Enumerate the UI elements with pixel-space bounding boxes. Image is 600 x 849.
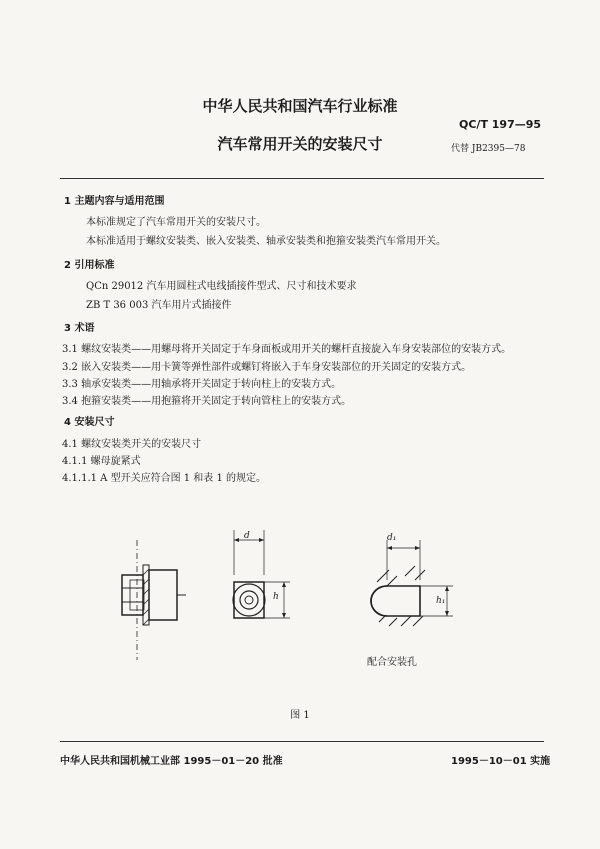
term-3-3: 3.3 轴承安装类——用轴承将开关固定于转向柱上的安装方式。 — [62, 379, 342, 390]
section-1-para-2: 本标准适用于螺纹安装类、嵌入安装类、轴承安装类和抱箍安装类汽车常用开关。 — [86, 236, 446, 247]
replaces-standard: 代替 JB2395—78 — [451, 144, 526, 154]
term-3-1: 3.1 螺纹安装类——用螺母将开关固定于车身面板或用开关的螺杆直接旋入车身安装部位的安装方式。 — [62, 344, 512, 355]
switch-thread-view-drawing — [222, 530, 302, 650]
document-title: 汽车常用开关的安装尺寸 — [217, 135, 383, 153]
mounting-hole-drawing — [375, 530, 465, 650]
section-3-heading: 3 术语 — [64, 323, 95, 334]
term-3-4: 3.4 抱箍安装类——用抱箍将开关固定于转向管柱上的安装方式。 — [62, 396, 352, 407]
reference-2: ZB T 36 003 汽车用片式插接件 — [86, 300, 232, 311]
footer-divider — [60, 741, 544, 742]
implementation-date: 1995－10－01 实施 — [451, 756, 551, 767]
header-divider — [60, 178, 544, 179]
term-3-2: 3.2 嵌入安装类——用卡簧等弹性部件或螺钉将嵌入于车身安装部位的开关固定的安装方式。 — [62, 362, 472, 373]
section-1-para-1: 本标准规定了汽车常用开关的安装尺寸。 — [86, 217, 266, 228]
dimension-label-d: d — [244, 531, 250, 541]
approval-line: 中华人民共和国机械工业部 1995－01－20 批准 — [60, 756, 283, 767]
standard-organization: 中华人民共和国汽车行业标准 — [202, 97, 398, 115]
mounting-hole-caption: 配合安装孔 — [367, 657, 417, 668]
section-1-heading: 1 主题内容与适用范围 — [64, 196, 165, 207]
section-4-1-1-1: 4.1.1.1 A 型开关应符合图 1 和表 1 的规定。 — [62, 473, 267, 484]
switch-side-view-drawing — [110, 540, 190, 660]
section-2-heading: 2 引用标准 — [64, 260, 115, 271]
section-4-heading: 4 安装尺寸 — [64, 417, 115, 428]
dimension-label-h1: h₁ — [436, 596, 446, 606]
dimension-label-d1: d₁ — [387, 533, 397, 543]
reference-1: QCn 29012 汽车用圆柱式电线插接件型式、尺寸和技术要求 — [86, 281, 357, 292]
standard-number: QC/T 197—95 — [459, 118, 542, 131]
dimension-label-h: h — [273, 592, 279, 602]
figure-caption: 图 1 — [290, 710, 310, 721]
section-4-1: 4.1 螺纹安装类开关的安装尺寸 — [62, 439, 202, 450]
section-4-1-1: 4.1.1 螺母旋紧式 — [62, 456, 141, 467]
